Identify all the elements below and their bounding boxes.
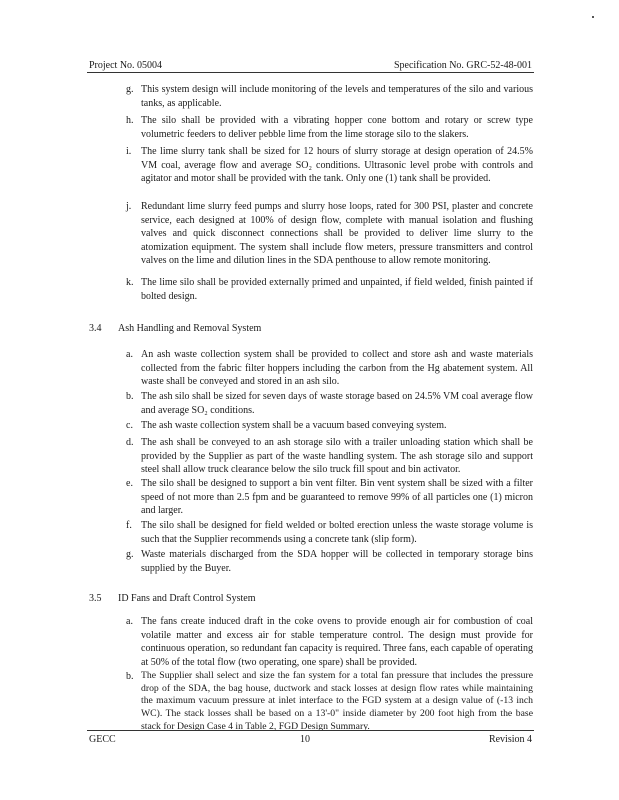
item-label: a. [126, 349, 133, 360]
item-label: b. [126, 391, 134, 402]
item-label: j. [126, 201, 132, 212]
section-title: ID Fans and Draft Control System [118, 593, 256, 604]
footer-company: GECC [89, 734, 116, 745]
list-item: The ash shall be conveyed to an ash storage silo with a trailer unloading station which shall be provided by the Supplier as part of the waste handling system. The ash storage silo and support steel shall allow truck clearance below the silo truck fill spout and bin activator. [141, 437, 533, 475]
scan-speck [592, 16, 594, 18]
list-item: The silo shall be designed to support a bin vent filter. Bin vent system shall be sized with a filter speed of not more than 2.5 fpm and be guaranteed to remove 99% of all particles one (1) micron and larger. [141, 478, 533, 516]
header-rule [87, 72, 534, 73]
list-item: This system design will include monitoring of the levels and temperatures of the silo and various tanks, as applicable. [141, 84, 533, 109]
item-label: g. [126, 84, 134, 95]
item-label: h. [126, 115, 134, 126]
section-number: 3.5 [89, 593, 102, 604]
item-label: d. [126, 437, 134, 448]
list-item: The lime silo shall be provided externally primed and unpainted, if field welded, finish painted if bolted design. [141, 277, 533, 302]
page-number: 10 [300, 734, 310, 745]
header-project-number: Project No. 05004 [89, 60, 163, 71]
item-label: g. [126, 549, 134, 560]
footer-rule [87, 730, 534, 731]
item-label: c. [126, 420, 133, 431]
list-item: The silo shall be provided with a vibrating hopper cone bottom and rotary or screw type volumetric feeders to deliver pebble lime from the lime storage silo to the slakers. [141, 115, 533, 140]
list-item: The lime slurry tank shall be sized for 12 hours of slurry storage at design operation of 24.5% VM coal, average flow and average SO₂ conditions. Ultrasonic level probe with controls and agitator and motor shall be provided with the tank. Only one (1) tank shall be provided. [141, 146, 533, 184]
header-spec-number: Specification No. GRC-52-48-001 [393, 60, 532, 71]
section-title: Ash Handling and Removal System [118, 323, 262, 334]
footer-revision: Revision 4 [488, 734, 532, 745]
list-item: Waste materials discharged from the SDA hopper will be collected in temporary storage bins supplied by the Buyer. [141, 549, 533, 574]
item-label: b. [126, 671, 134, 682]
item-label: f. [126, 520, 132, 531]
item-label: e. [126, 478, 133, 489]
list-item: Redundant lime slurry feed pumps and slurry hose loops, rated for 300 PSI, plaster and concrete service, each designed at 100% of design flow, complete with manual isolation and flushing valves and quick disconnect connections shall be provided to deliver lime slurry to the atomization equipment. The system shall include flow meters, pressure transmitters and control valves on the lime and dilution lines in the SDA penthouse to allow remote monitoring. [141, 201, 533, 266]
list-item: The Supplier shall select and size the fan system for a total fan pressure that includes the pressure drop of the SDA, the bag house, ductwork and stack losses at design flow rates while maintaining the maximum vacuum pressure at inlet interface to the FGD system at a design value of (-13 inch WC). The stack losses shall be based on a 13'-0" inside diameter by 200 foot high from the base stack for Design Case 4 in Table 2, FGD Design Summary. [141, 670, 533, 732]
item-label: a. [126, 616, 133, 627]
list-item: An ash waste collection system shall be provided to collect and store ash and waste materials collected from the fabric filter hoppers including the carbon from the Hg abatement system. All waste shall be conveyed and stored in an ash silo. [141, 349, 533, 387]
section-number: 3.4 [89, 323, 102, 334]
list-item: The ash silo shall be sized for seven days of waste storage based on 24.5% VM coal average flow and average SO₂ conditions. [141, 391, 533, 416]
list-item: The silo shall be designed for field welded or bolted erection unless the waste storage volume is such that the Supplier recommends using a concrete tank (slip form). [141, 520, 533, 545]
item-label: k. [126, 277, 134, 288]
item-label: i. [126, 146, 132, 157]
list-item: The fans create induced draft in the coke ovens to provide enough air for combustion of coal volatile matter and excess air for stable temperature control. The design must provide for continuous operation, so redundant fan capacity is required. Three fans, each capable of operating at 50% of the total flow (two operating, one spare) shall be provided. [141, 616, 533, 668]
list-item: The ash waste collection system shall be a vacuum based conveying system. [141, 420, 447, 431]
